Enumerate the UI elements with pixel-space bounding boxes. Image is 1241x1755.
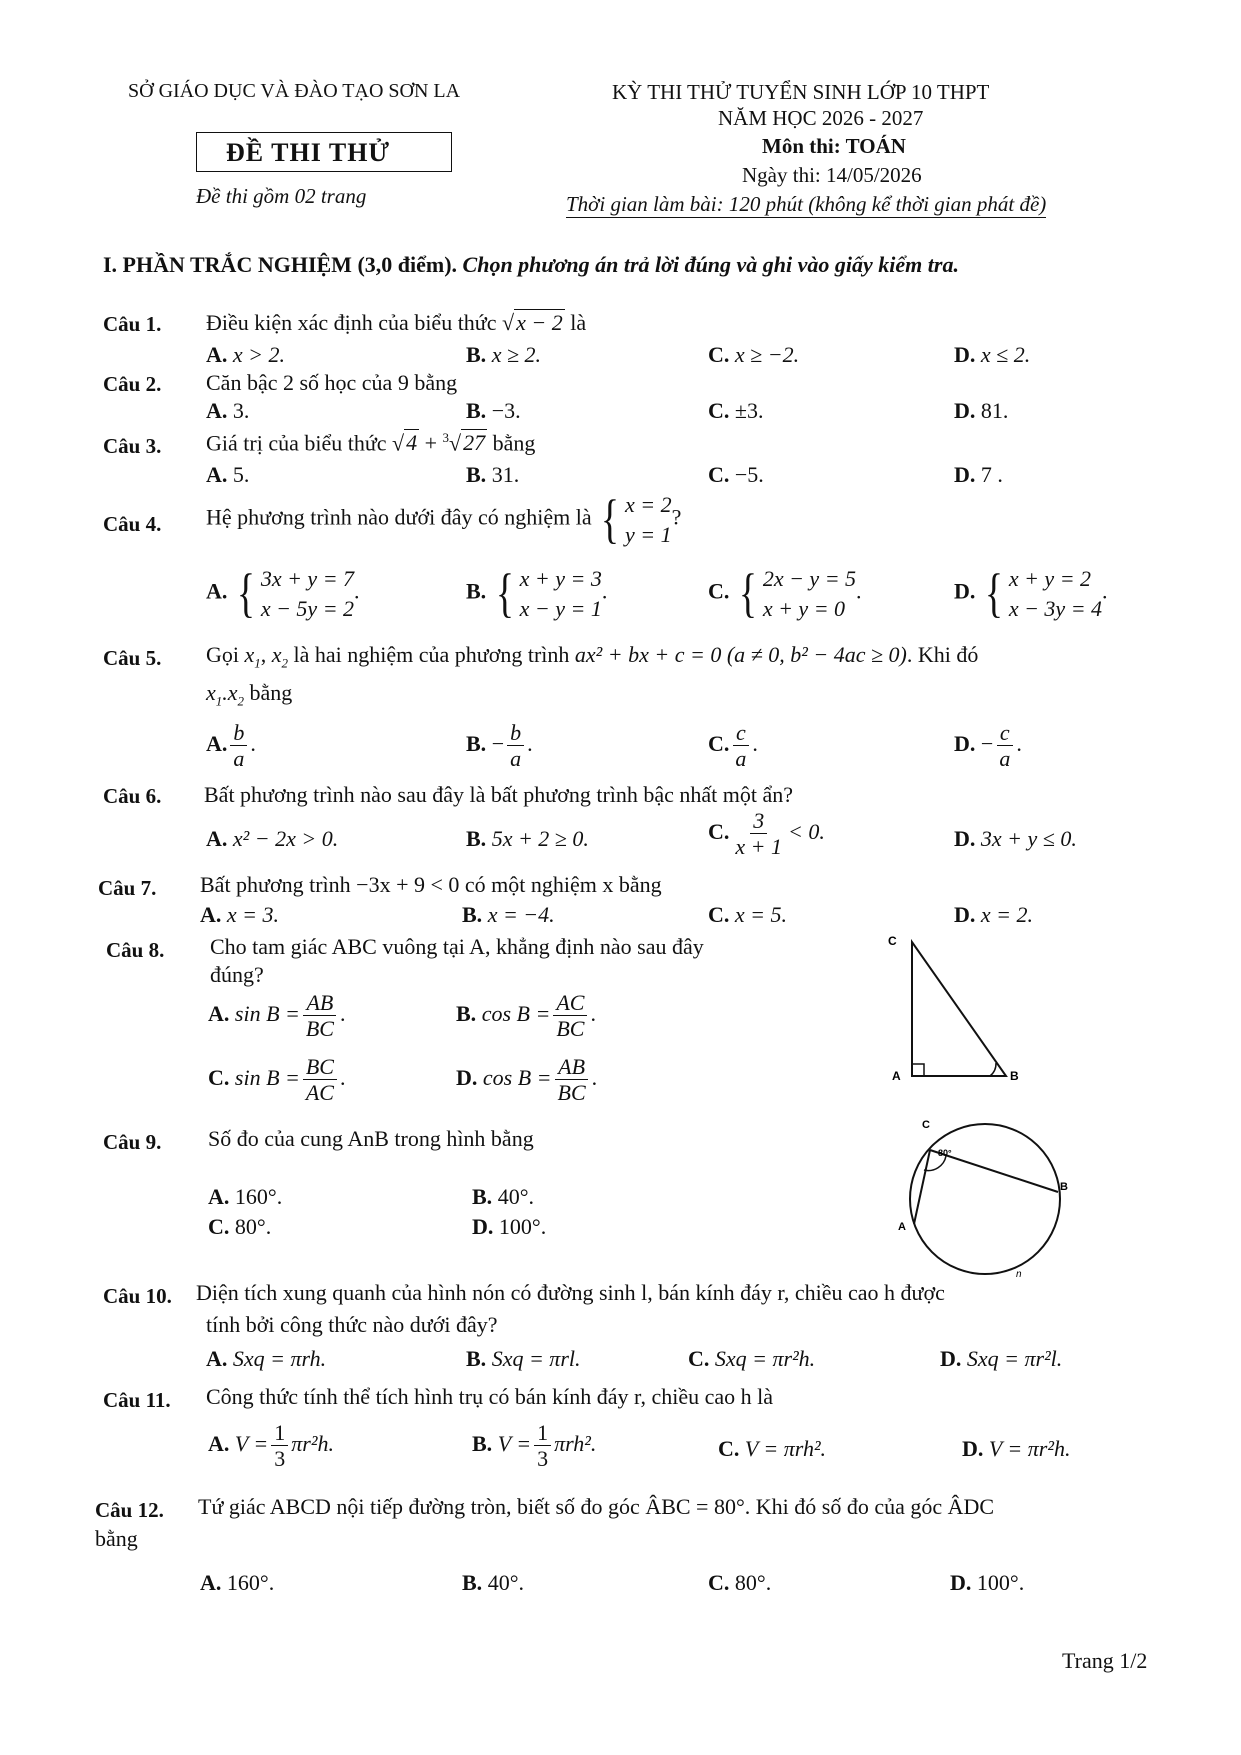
subject: Môn thi: TOÁN [762,134,906,158]
q8-option-a[interactable]: A. sin B = $\frac{AB}{BC}$ . [208,990,346,1042]
point-label-c: C [922,1119,930,1131]
exam-name: KỲ THI THỬ TUYỂN SINH LỚP 10 THPT [612,80,990,104]
q3-label: Câu 3. [103,434,162,458]
q1-stem: Điều kiện xác định của biểu thức √x − 2 là [206,310,587,335]
q3-option-d[interactable]: D. 7 . [954,462,1003,487]
q1-option-b[interactable]: B. x ≥ 2. [466,342,542,367]
q3-option-c[interactable]: C. −5. [708,462,764,487]
q1-option-a[interactable]: A. x > 2. [206,342,286,367]
q1-label: Câu 1. [103,312,162,336]
q6-option-b[interactable]: B. 5x + 2 ≥ 0. [466,826,589,851]
q5-stem-line2: $x_1.x_2$ bằng [206,680,293,709]
q10-label: Câu 10. [103,1284,172,1308]
q8-triangle-figure [880,930,1040,1090]
q8-option-c[interactable]: C. sin B = $\frac{BC}{AC}$ . [208,1054,346,1106]
q8-stem-line1: Cho tam giác ABC vuông tại A, khẳng định nào sau đây [210,934,704,959]
q10-stem-line1: Diện tích xung quanh của hình nón có đường sinh l, bán kính đáy r, chiều cao h được [196,1280,945,1305]
point-label-n: n [1016,1269,1022,1280]
q5-stem-line1: Gọi $x_1$, $x_2$ là hai nghiệm của phương trình ax² + bx + c = 0 (a ≠ 0, b² − 4ac ≥ 0). Khi đó [206,642,979,671]
q4-solution: { x = 2 y = 1 [600,489,672,550]
page-count-note: Đề thi gồm 02 trang [196,184,367,208]
q4-option-c[interactable]: C. { 2x − y = 5 x + y = 0 . [708,563,862,624]
q11-option-d[interactable]: D. V = πr²h. [962,1436,1071,1461]
q12-stem-line2: bằng [95,1526,138,1551]
q10-option-d[interactable]: D. Sxq = πr²l. [940,1346,1063,1371]
q9-label: Câu 9. [103,1130,162,1154]
q9-circle-figure [890,1112,1080,1282]
q4-label: Câu 4. [103,512,162,536]
q11-option-c[interactable]: C. V = πrh². [718,1436,827,1461]
q2-stem: Căn bậc 2 số học của 9 bằng [206,370,458,395]
exam-duration: Thời gian làm bài: 120 phút (không kể thời gian phát đề) [566,192,1047,216]
section-heading: I. PHẦN TRẮC NGHIỆM (3,0 điểm). Chọn phương án trả lời đúng và ghi vào giấy kiểm tra. [103,252,959,277]
q6-option-a[interactable]: A. x² − 2x > 0. [206,826,339,851]
q5-option-c[interactable]: C. $\frac{c}{a}$ . [708,720,758,772]
q3-stem: Giá trị của biểu thức √4 + $^3$√27 bằng [206,430,536,456]
q12-option-d[interactable]: D. 100°. [950,1570,1025,1595]
q10-option-b[interactable]: B. Sxq = πrl. [466,1346,581,1371]
q9-stem: Số đo của cung AnB trong hình bằng [208,1126,534,1151]
q3-option-a[interactable]: A. 5. [206,462,250,487]
q9-option-a[interactable]: A. 160°. [208,1184,283,1209]
org-name: SỞ GIÁO DỤC VÀ ĐÀO TẠO SƠN LA [128,80,461,102]
q2-option-b[interactable]: B. −3. [466,398,521,423]
q11-stem: Công thức tính thể tích hình trụ có bán kính đáy r, chiều cao h là [206,1384,774,1409]
school-year: NĂM HỌC 2026 - 2027 [718,106,924,130]
q7-option-a[interactable]: A. x = 3. [200,902,280,927]
q9-option-b[interactable]: B. 40°. [472,1184,534,1209]
q1-option-c[interactable]: C. x ≥ −2. [708,342,800,367]
page-number: Trang 1/2 [1062,1648,1148,1673]
q4-option-b[interactable]: B. { x + y = 3 x − y = 1 . [466,563,608,624]
q6-option-d[interactable]: D. 3x + y ≤ 0. [954,826,1077,851]
q12-option-b[interactable]: B. 40°. [462,1570,524,1595]
chord-ca [914,1150,930,1224]
q6-label: Câu 6. [103,784,162,808]
q5-option-a[interactable]: A. $\frac{b}{a}$ . [206,720,256,772]
exam-title: ĐỀ THI THỬ [226,138,391,167]
right-angle-mark [912,1064,924,1076]
q2-option-d[interactable]: D. 81. [954,398,1009,423]
circle-shape [910,1124,1060,1274]
q12-option-c[interactable]: C. 80°. [708,1570,772,1595]
angle-b-mark [990,1063,996,1076]
q11-label: Câu 11. [103,1388,171,1412]
exam-date: Ngày thi: 14/05/2026 [742,163,922,187]
q8-stem-line2: đúng? [210,962,264,987]
q10-option-a[interactable]: A. Sxq = πrh. [206,1346,327,1371]
q6-stem: Bất phương trình nào sau đây là bất phương trình bậc nhất một ẩn? [204,782,794,807]
q2-label: Câu 2. [103,372,162,396]
vertex-label-c: C [888,934,897,948]
vertex-label-a: A [892,1069,901,1083]
q2-option-a[interactable]: A. 3. [206,398,250,423]
point-label-b: B [1060,1181,1068,1193]
q12-label: Câu 12. [95,1498,164,1522]
angle-value-label: 80° [938,1148,952,1158]
q10-option-c[interactable]: C. Sxq = πr²h. [688,1346,816,1371]
q7-option-c[interactable]: C. x = 5. [708,902,788,927]
q8-option-d[interactable]: D. cos B = $\frac{AB}{BC}$ . [456,1054,598,1106]
q9-option-c[interactable]: C. 80°. [208,1214,272,1239]
q2-option-c[interactable]: C. ±3. [708,398,764,423]
q4-stem: Hệ phương trình nào dưới đây có nghiệm là { x = 2 y = 1 ? [206,489,682,550]
q5-label: Câu 5. [103,646,162,670]
q4-option-a[interactable]: A. { 3x + y = 7 x − 5y = 2 . [206,563,360,624]
q7-stem: Bất phương trình −3x + 9 < 0 có một nghiệm x bằng [200,872,662,897]
q12-stem-line1: Tứ giác ABCD nội tiếp đường tròn, biết số đo góc ÂBC = 80°. Khi đó số đo của góc ÂDC [198,1494,995,1519]
q7-label: Câu 7. [98,876,157,900]
q9-option-d[interactable]: D. 100°. [472,1214,547,1239]
q5-option-d[interactable]: D. − $\frac{c}{a}$ . [954,720,1022,772]
vertex-label-b: B [1010,1069,1019,1083]
q1-option-d[interactable]: D. x ≤ 2. [954,342,1031,367]
triangle-shape [912,942,1006,1076]
q11-option-a[interactable]: A. V = $\frac{1}{3}$ πr²h. [208,1420,334,1472]
q11-option-b[interactable]: B. V = $\frac{1}{3}$ πrh². [472,1420,597,1472]
q10-stem-line2: tính bởi công thức nào dưới đây? [206,1312,498,1337]
q4-option-d[interactable]: D. { x + y = 2 x − 3y = 4 . [954,563,1108,624]
q7-option-d[interactable]: D. x = 2. [954,902,1034,927]
q7-option-b[interactable]: B. x = −4. [462,902,555,927]
q6-option-c[interactable]: C. $\frac{3}{x + 1}$ < 0. [708,808,825,860]
point-label-a: A [898,1221,906,1233]
q3-option-b[interactable]: B. 31. [466,462,520,487]
q8-label: Câu 8. [106,938,165,962]
q5-option-b[interactable]: B. − $\frac{b}{a}$ . [466,720,533,772]
q12-option-a[interactable]: A. 160°. [200,1570,275,1595]
q8-option-b[interactable]: B. cos B = $\frac{AC}{BC}$ . [456,990,596,1042]
